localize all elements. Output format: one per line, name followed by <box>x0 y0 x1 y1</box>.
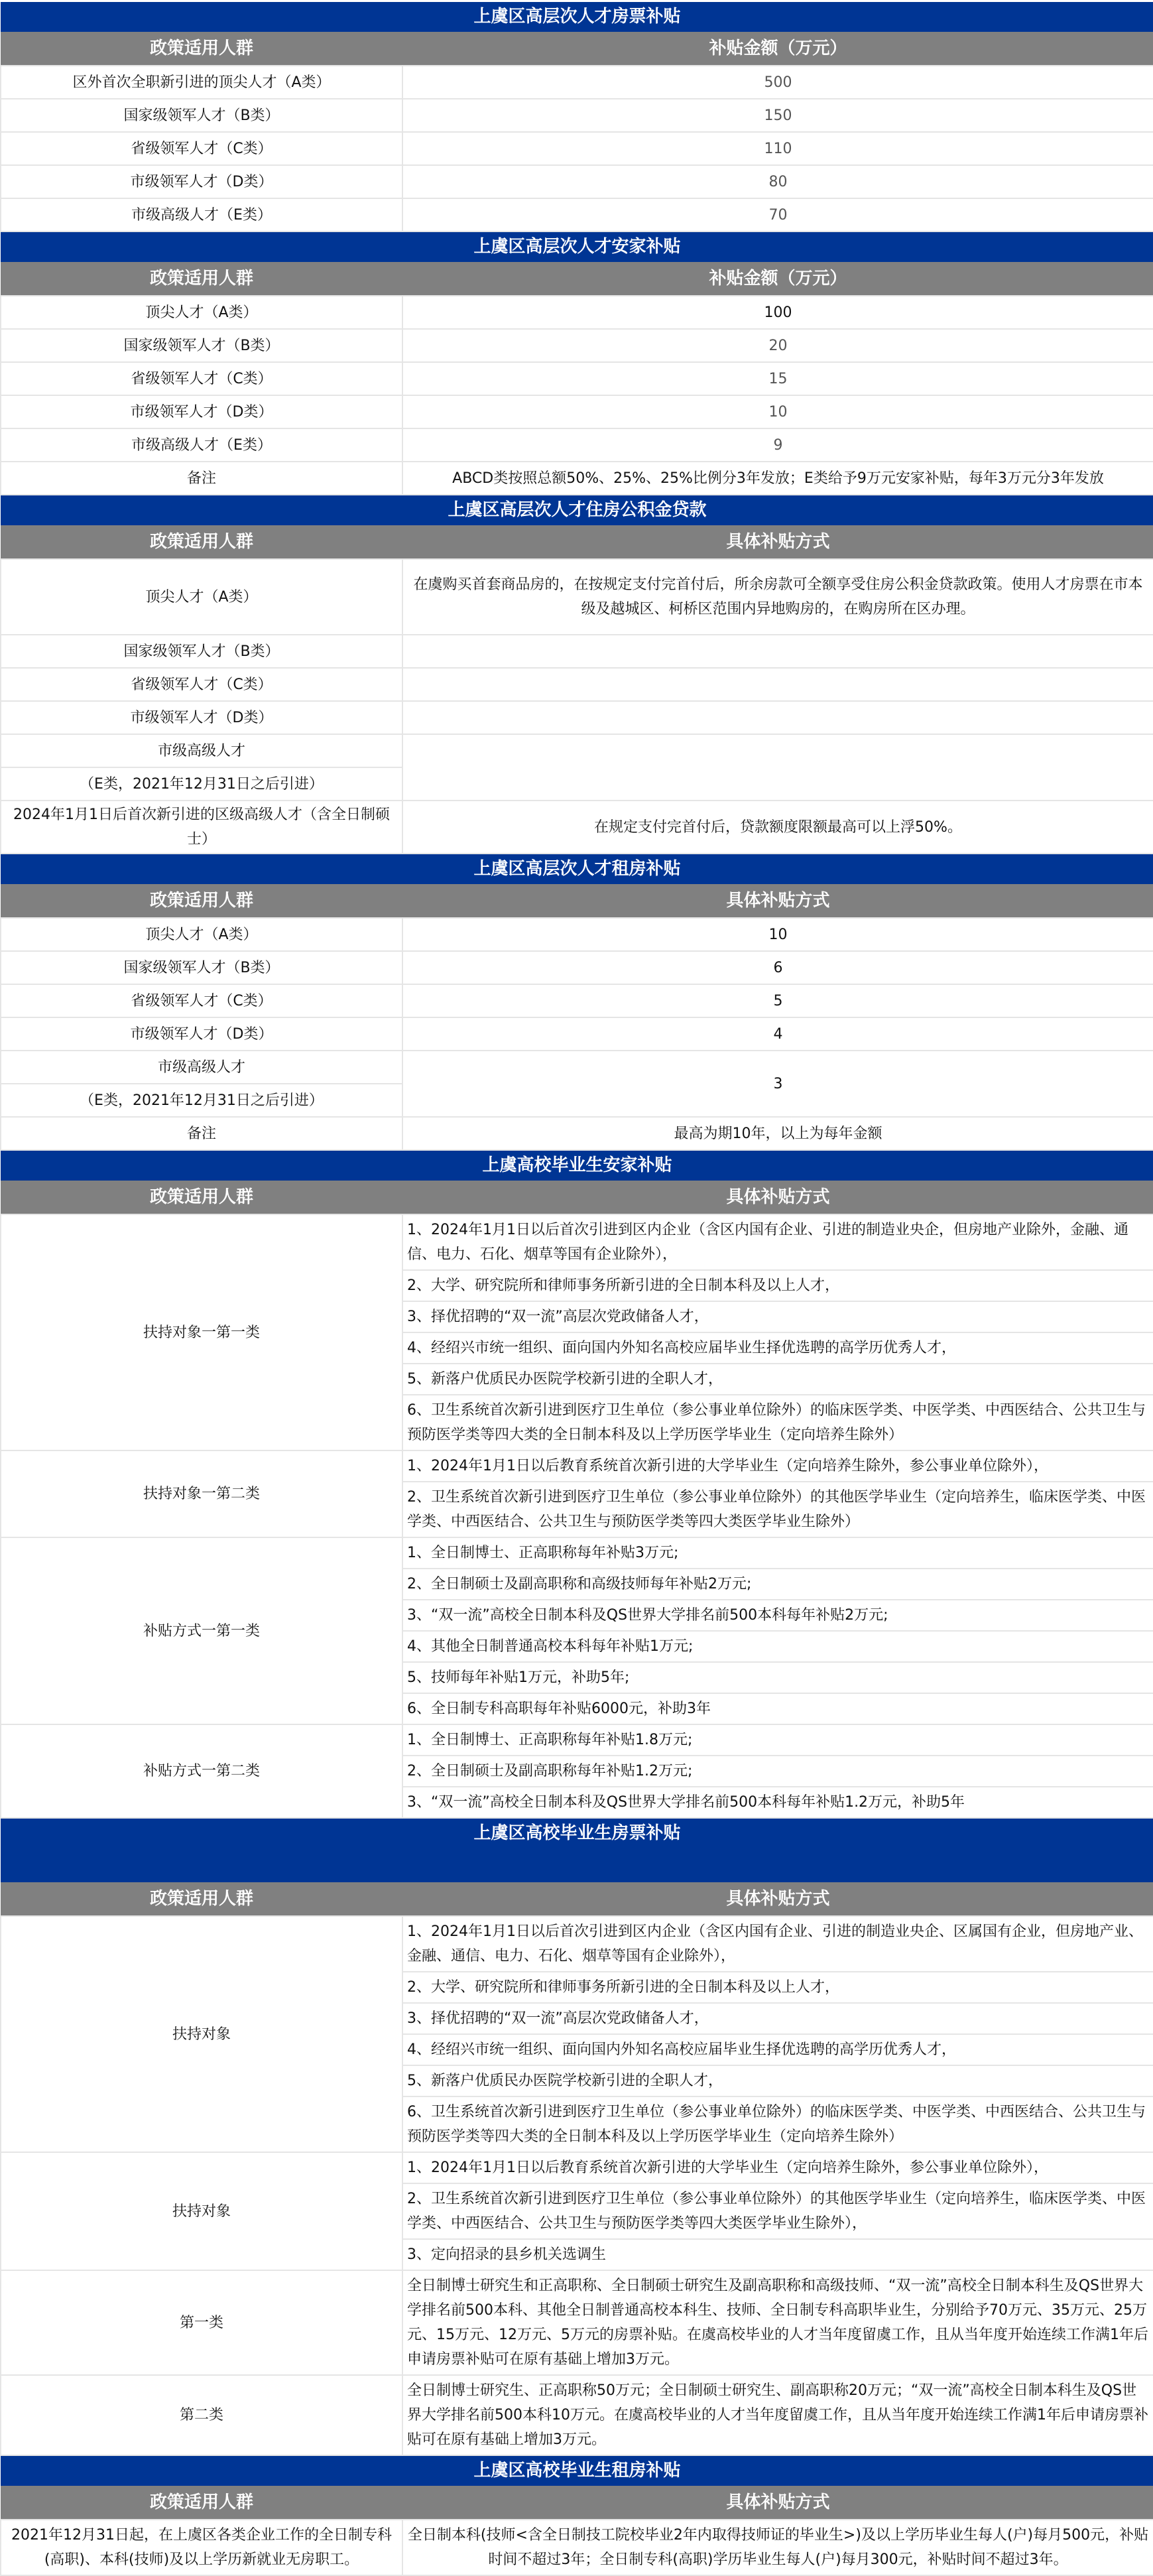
item-cell: 2、卫生系统首次新引进到医疗卫生单位（参公事业单位除外）的其他医学毕业生（定向培养生，临床医学类、中医学类、中西医结合、公共卫生与预防医学类等四大类医学毕业生除外）， <box>402 2183 1153 2239</box>
column-header-method: 具体补贴方式 <box>402 2486 1153 2520</box>
group-cell: 顶尖人才（A类） <box>1 559 402 635</box>
item-cell: 3、“双一流”高校全日制本科及QS世界大学排名前500本科每年补贴2万元; <box>402 1600 1153 1631</box>
table-row <box>1 1537 1153 1569</box>
table-row <box>1 2375 1153 2455</box>
table-row <box>1 362 1153 395</box>
group-cell: 扶持对象 <box>1 1916 402 2152</box>
group-cell: 市级领军人才（D类） <box>1 1017 402 1051</box>
item-cell: 3、择优招聘的“双一流”高层次党政储备人才， <box>402 1301 1153 1332</box>
table-row <box>1 1916 1153 1972</box>
item-cell: 1、2024年1月1日以后首次引进到区内企业（含区内国有企业、引进的制造业央企，但房地产业除外，金融、通信、电力、石化、烟草等国有企业除外）， <box>402 1214 1153 1270</box>
column-header-group: 政策适用人群 <box>1 1181 402 1214</box>
table-row <box>1 2270 1153 2375</box>
item-cell: 1、2024年1月1日以后教育系统首次新引进的大学毕业生（定向培养生除外，参公事业单位除外）， <box>402 2152 1153 2183</box>
table-row <box>1 801 1153 854</box>
amount-cell: 110 <box>402 132 1153 165</box>
section-title: 上虞区高校毕业生租房补贴 <box>1 2456 1153 2486</box>
item-cell: 1、全日制博士、正高职称每年补贴1.8万元; <box>402 1724 1153 1756</box>
group-cell: 国家级领军人才（B类） <box>1 99 402 132</box>
group-cell: 市级高级人才 <box>1 1051 402 1084</box>
table-row <box>1 2520 1153 2575</box>
item-cell: 2、全日制硕士及副高职称每年补贴1.2万元; <box>402 1756 1153 1787</box>
item-cell: 1、2024年1月1日以后首次引进到区内企业（含区内国有企业、引进的制造业央企、区属国有企业，但房地产业、金融、通信、电力、石化、烟草等国有企业除外）， <box>402 1916 1153 1972</box>
table-row <box>1 1214 1153 1270</box>
group-cell: 2021年12月31日起，在上虞区各类企业工作的全日制专科(高职)、本科(技师)及以上学历新就业无房职工。 <box>1 2520 402 2575</box>
note-label: 备注 <box>1 462 402 495</box>
column-header-amount: 补贴金额（万元） <box>402 32 1153 66</box>
column-header-group: 政策适用人群 <box>1 32 402 66</box>
table-row <box>1 701 1153 734</box>
method-cell <box>402 734 1153 801</box>
group-cell: 第二类 <box>1 2375 402 2455</box>
column-header-group: 政策适用人群 <box>1 884 402 918</box>
section-title: 上虞区高校毕业生房票补贴 <box>1 1819 1153 1882</box>
method-cell <box>402 701 1153 734</box>
group-cell: 补贴方式一第一类 <box>1 1537 402 1724</box>
table-graduate-housing-voucher <box>0 1819 1153 2456</box>
item-cell: 全日制博士研究生、正高职称50万元；全日制硕士研究生、副高职称20万元；“双一流”高校全日制本科生及QS世界大学排名前500本科10万元。在虞高校毕业的人才当年度留虞工作，且从当年度开始连续工作满1年后申请房票补贴可在原有基础上增加3万元。 <box>402 2375 1153 2455</box>
table-row <box>1 428 1153 462</box>
table-row <box>1 984 1153 1017</box>
note-row <box>1 462 1153 495</box>
table-row <box>1 668 1153 701</box>
item-cell: 2、大学、研究院所和律师事务所新引进的全日制本科及以上人才， <box>402 1270 1153 1301</box>
table-row <box>1 951 1153 984</box>
section-title: 上虞区高层次人才安家补贴 <box>1 232 1153 262</box>
amount-cell: 500 <box>402 66 1153 99</box>
table-row <box>1 1017 1153 1051</box>
amount-cell: 6 <box>402 951 1153 984</box>
table-row <box>1 395 1153 428</box>
group-cell: 国家级领军人才（B类） <box>1 951 402 984</box>
item-cell: 6、全日制专科高职每年补贴6000元，补助3年 <box>402 1693 1153 1724</box>
table-row <box>1 1450 1153 1482</box>
method-cell: 在规定支付完首付后，贷款额度限额最高可以上浮50%。 <box>402 801 1153 854</box>
table-row <box>1 198 1153 231</box>
amount-cell: 10 <box>402 918 1153 951</box>
item-cell: 2、卫生系统首次新引进到医疗卫生单位（参公事业单位除外）的其他医学毕业生（定向培养生，临床医学类、中医学类、中西医结合、公共卫生与预防医学类等四大类医学毕业生除外） <box>402 1482 1153 1537</box>
column-header-method: 具体补贴方式 <box>402 884 1153 918</box>
group-cell: 市级领军人才（D类） <box>1 395 402 428</box>
table-row <box>1 734 1153 767</box>
item-cell: 5、新落户优质民办医院学校新引进的全职人才， <box>402 2065 1153 2096</box>
amount-cell: 9 <box>402 428 1153 462</box>
column-header-group: 政策适用人群 <box>1 2486 402 2520</box>
group-cell: 补贴方式一第二类 <box>1 1724 402 1818</box>
amount-cell: 15 <box>402 362 1153 395</box>
table-row <box>1 559 1153 635</box>
amount-cell: 100 <box>402 296 1153 329</box>
group-cell: 区外首次全职新引进的顶尖人才（A类） <box>1 66 402 99</box>
item-cell: 1、全日制博士、正高职称每年补贴3万元; <box>402 1537 1153 1569</box>
group-cell-sub: （E类，2021年12月31日之后引进） <box>1 767 402 801</box>
table-row <box>1 132 1153 165</box>
group-cell: 第一类 <box>1 2270 402 2375</box>
group-cell: 市级领军人才（D类） <box>1 165 402 198</box>
group-cell: 扶持对象 <box>1 2152 402 2270</box>
method-cell <box>402 668 1153 701</box>
group-cell: 顶尖人才（A类） <box>1 918 402 951</box>
group-cell: 市级高级人才 <box>1 734 402 767</box>
column-header-amount: 补贴金额（万元） <box>402 262 1153 296</box>
section-title: 上虞高校毕业生安家补贴 <box>1 1151 1153 1181</box>
amount-cell: 80 <box>402 165 1153 198</box>
group-cell: 顶尖人才（A类） <box>1 296 402 329</box>
column-header-group: 政策适用人群 <box>1 262 402 296</box>
note-text: 最高为期10年，以上为每年金额 <box>402 1117 1153 1150</box>
method-cell: 在虞购买首套商品房的，在按规定支付完首付后，所余房款可全额享受住房公积金贷款政策。使用人才房票在市本级及越城区、柯桥区范围内异地购房的，在购房所在区办理。 <box>402 559 1153 635</box>
column-header-group: 政策适用人群 <box>1 525 402 559</box>
amount-cell: 4 <box>402 1017 1153 1051</box>
table-row <box>1 165 1153 198</box>
group-cell: 省级领军人才（C类） <box>1 984 402 1017</box>
group-cell: 国家级领军人才（B类） <box>1 329 402 362</box>
item-cell: 2、大学、研究院所和律师事务所新引进的全日制本科及以上人才， <box>402 1972 1153 2003</box>
amount-cell: 10 <box>402 395 1153 428</box>
column-header-method: 具体补贴方式 <box>402 525 1153 559</box>
item-cell: 3、定向招录的县乡机关选调生 <box>402 2239 1153 2270</box>
item-cell: 5、技师每年补贴1万元，补助5年; <box>402 1662 1153 1693</box>
group-cell: 省级领军人才（C类） <box>1 132 402 165</box>
item-cell: 3、择优招聘的“双一流”高层次党政储备人才， <box>402 2003 1153 2034</box>
table-row <box>1 2152 1153 2183</box>
table-talent-provident-fund-loan <box>0 495 1153 854</box>
group-cell: 市级高级人才（E类） <box>1 198 402 231</box>
group-cell: 市级高级人才（E类） <box>1 428 402 462</box>
table-graduate-rent-subsidy <box>0 2456 1153 2576</box>
section-title: 上虞区高层次人才住房公积金贷款 <box>1 495 1153 525</box>
group-cell: 2024年1月1日后首次新引进的区级高级人才（含全日制硕士） <box>1 801 402 854</box>
item-cell: 5、新落户优质民办医院学校新引进的全职人才， <box>402 1364 1153 1395</box>
table-talent-settlement-subsidy <box>0 232 1153 495</box>
item-cell: 4、其他全日制普通高校本科每年补贴1万元; <box>402 1631 1153 1662</box>
note-row <box>1 1117 1153 1150</box>
group-cell: 市级领军人才（D类） <box>1 701 402 734</box>
item-cell: 6、卫生系统首次新引进到医疗卫生单位（参公事业单位除外）的临床医学类、中医学类、中西医结合、公共卫生与预防医学类等四大类的全日制本科及以上学历医学毕业生（定向培养生除外） <box>402 2096 1153 2152</box>
amount-cell: 20 <box>402 329 1153 362</box>
table-row <box>1 99 1153 132</box>
amount-cell: 70 <box>402 198 1153 231</box>
item-cell: 6、卫生系统首次新引进到医疗卫生单位（参公事业单位除外）的临床医学类、中医学类、中西医结合、公共卫生与预防医学类等四大类的全日制本科及以上学历医学毕业生（定向培养生除外） <box>402 1395 1153 1450</box>
group-cell: 省级领军人才（C类） <box>1 668 402 701</box>
amount-cell: 5 <box>402 984 1153 1017</box>
table-row <box>1 66 1153 99</box>
table-graduate-settlement-subsidy <box>0 1151 1153 1819</box>
group-cell: 省级领军人才（C类） <box>1 362 402 395</box>
table-row <box>1 296 1153 329</box>
amount-cell: 150 <box>402 99 1153 132</box>
table-talent-housing-voucher <box>0 2 1153 232</box>
item-cell: 1、2024年1月1日以后教育系统首次新引进的大学毕业生（定向培养生除外，参公事业单位除外）， <box>402 1450 1153 1482</box>
column-header-method: 具体补贴方式 <box>402 1882 1153 1916</box>
column-header-group: 政策适用人群 <box>1 1882 402 1916</box>
table-row <box>1 635 1153 668</box>
table-row <box>1 329 1153 362</box>
group-cell: 扶持对象一第一类 <box>1 1214 402 1450</box>
table-talent-rent-subsidy <box>0 854 1153 1151</box>
table-row <box>1 1051 1153 1084</box>
group-cell-sub: （E类，2021年12月31日之后引进） <box>1 1084 402 1117</box>
item-cell: 4、经绍兴市统一组织、面向国内外知名高校应届毕业生择优选聘的高学历优秀人才， <box>402 2034 1153 2065</box>
method-cell: 全日制本科(技师<含全日制技工院校毕业2年内取得技师证的毕业生>)及以上学历毕业生每人(户)每月500元，补贴时间不超过3年；全日制专科(高职)学历毕业生每人(户)每月300元，补贴时间不超过3年。 <box>402 2520 1153 2575</box>
group-cell: 国家级领军人才（B类） <box>1 635 402 668</box>
item-cell: 4、经绍兴市统一组织、面向国内外知名高校应届毕业生择优选聘的高学历优秀人才， <box>402 1332 1153 1364</box>
item-cell: 3、“双一流”高校全日制本科及QS世界大学排名前500本科每年补贴1.2万元，补助5年 <box>402 1787 1153 1818</box>
amount-cell: 3 <box>402 1051 1153 1117</box>
table-row <box>1 918 1153 951</box>
table-row <box>1 1724 1153 1756</box>
group-cell: 扶持对象一第二类 <box>1 1450 402 1537</box>
section-title: 上虞区高层次人才房票补贴 <box>1 2 1153 32</box>
method-cell <box>402 635 1153 668</box>
item-cell: 2、全日制硕士及副高职称和高级技师每年补贴2万元; <box>402 1569 1153 1600</box>
column-header-method: 具体补贴方式 <box>402 1181 1153 1214</box>
section-title: 上虞区高层次人才租房补贴 <box>1 854 1153 884</box>
note-label: 备注 <box>1 1117 402 1150</box>
note-text: ABCD类按照总额50%、25%、25%比例分3年发放；E类给予9万元安家补贴，每年3万元分3年发放 <box>402 462 1153 495</box>
item-cell: 全日制博士研究生和正高职称、全日制硕士研究生及副高职称和高级技师、“双一流”高校全日制本科生及QS世界大学排名前500本科、其他全日制普通高校本科生、技师、全日制专科高职毕业生，分别给予70万元、35万元、25万元、15万元、12万元、5万元的房票补贴。在虞高校毕业的人才当年度留虞工作，且从当年度开始连续工作满1年后申请房票补贴可在原有基础上增加3万元。 <box>402 2270 1153 2375</box>
